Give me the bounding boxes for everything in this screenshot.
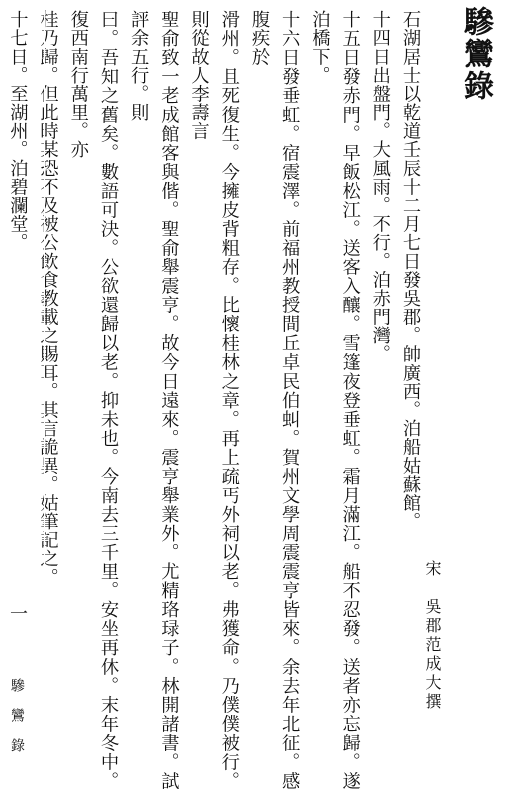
text-column: 石湖居士以乾道壬辰十二月七日發吳郡。帥廣西。泊船姑蘇館。 <box>400 10 421 531</box>
page-title: 驂鸞錄 <box>458 6 493 102</box>
text-column: 十四日出盤門。大風雨。不行。泊赤門灣。 <box>369 10 391 364</box>
text-column: 聖俞致一老成館客與偕。聖俞舉震亨。故今日遠來。震亨舉業外。尤精珞琭子。林開諸書。試評余五行。則 <box>128 10 180 790</box>
text-column: 十五日發赤門。早飯松江。送客入釀。雪篷夜登垂虹。霜月滿江。船不忍發。送者亦忘歸。遂泊橋下。 <box>309 10 361 790</box>
main-text <box>0 10 425 790</box>
author-line: 宋 吳郡范成大撰 <box>423 560 442 712</box>
page-number: 一 <box>10 604 28 625</box>
text-column: 十六日發垂虹。宿震澤。前福州教授間丘卓民伯虯。賀州文學周震震亨皆來。余去年北征。感腹疾於 <box>248 10 301 790</box>
text-column: 十七日。至湖州。泊碧瀾堂。 <box>7 10 29 252</box>
text-column <box>0 10 2 790</box>
running-head: 驂鸞錄 <box>9 678 25 768</box>
margin-rule <box>44 0 45 797</box>
text-column: 曰。吾知之舊矣。數語可決。公欲還歸以老。抑未也。今南去三千里。安坐再休。末年冬中。復西南行萬里。亦 <box>67 10 119 790</box>
text-column: 桂乃歸。但此時某恐不及被公飲食教載之賜耳。其言詭異。姑筆記之。 <box>37 10 59 587</box>
text-column: 滑州。且死復生。今擁皮背粗存。比懷桂林之章。再上疏丐外祠以老。弗獲命。乃僕僕被行。則從故人李壽言 <box>188 10 240 790</box>
